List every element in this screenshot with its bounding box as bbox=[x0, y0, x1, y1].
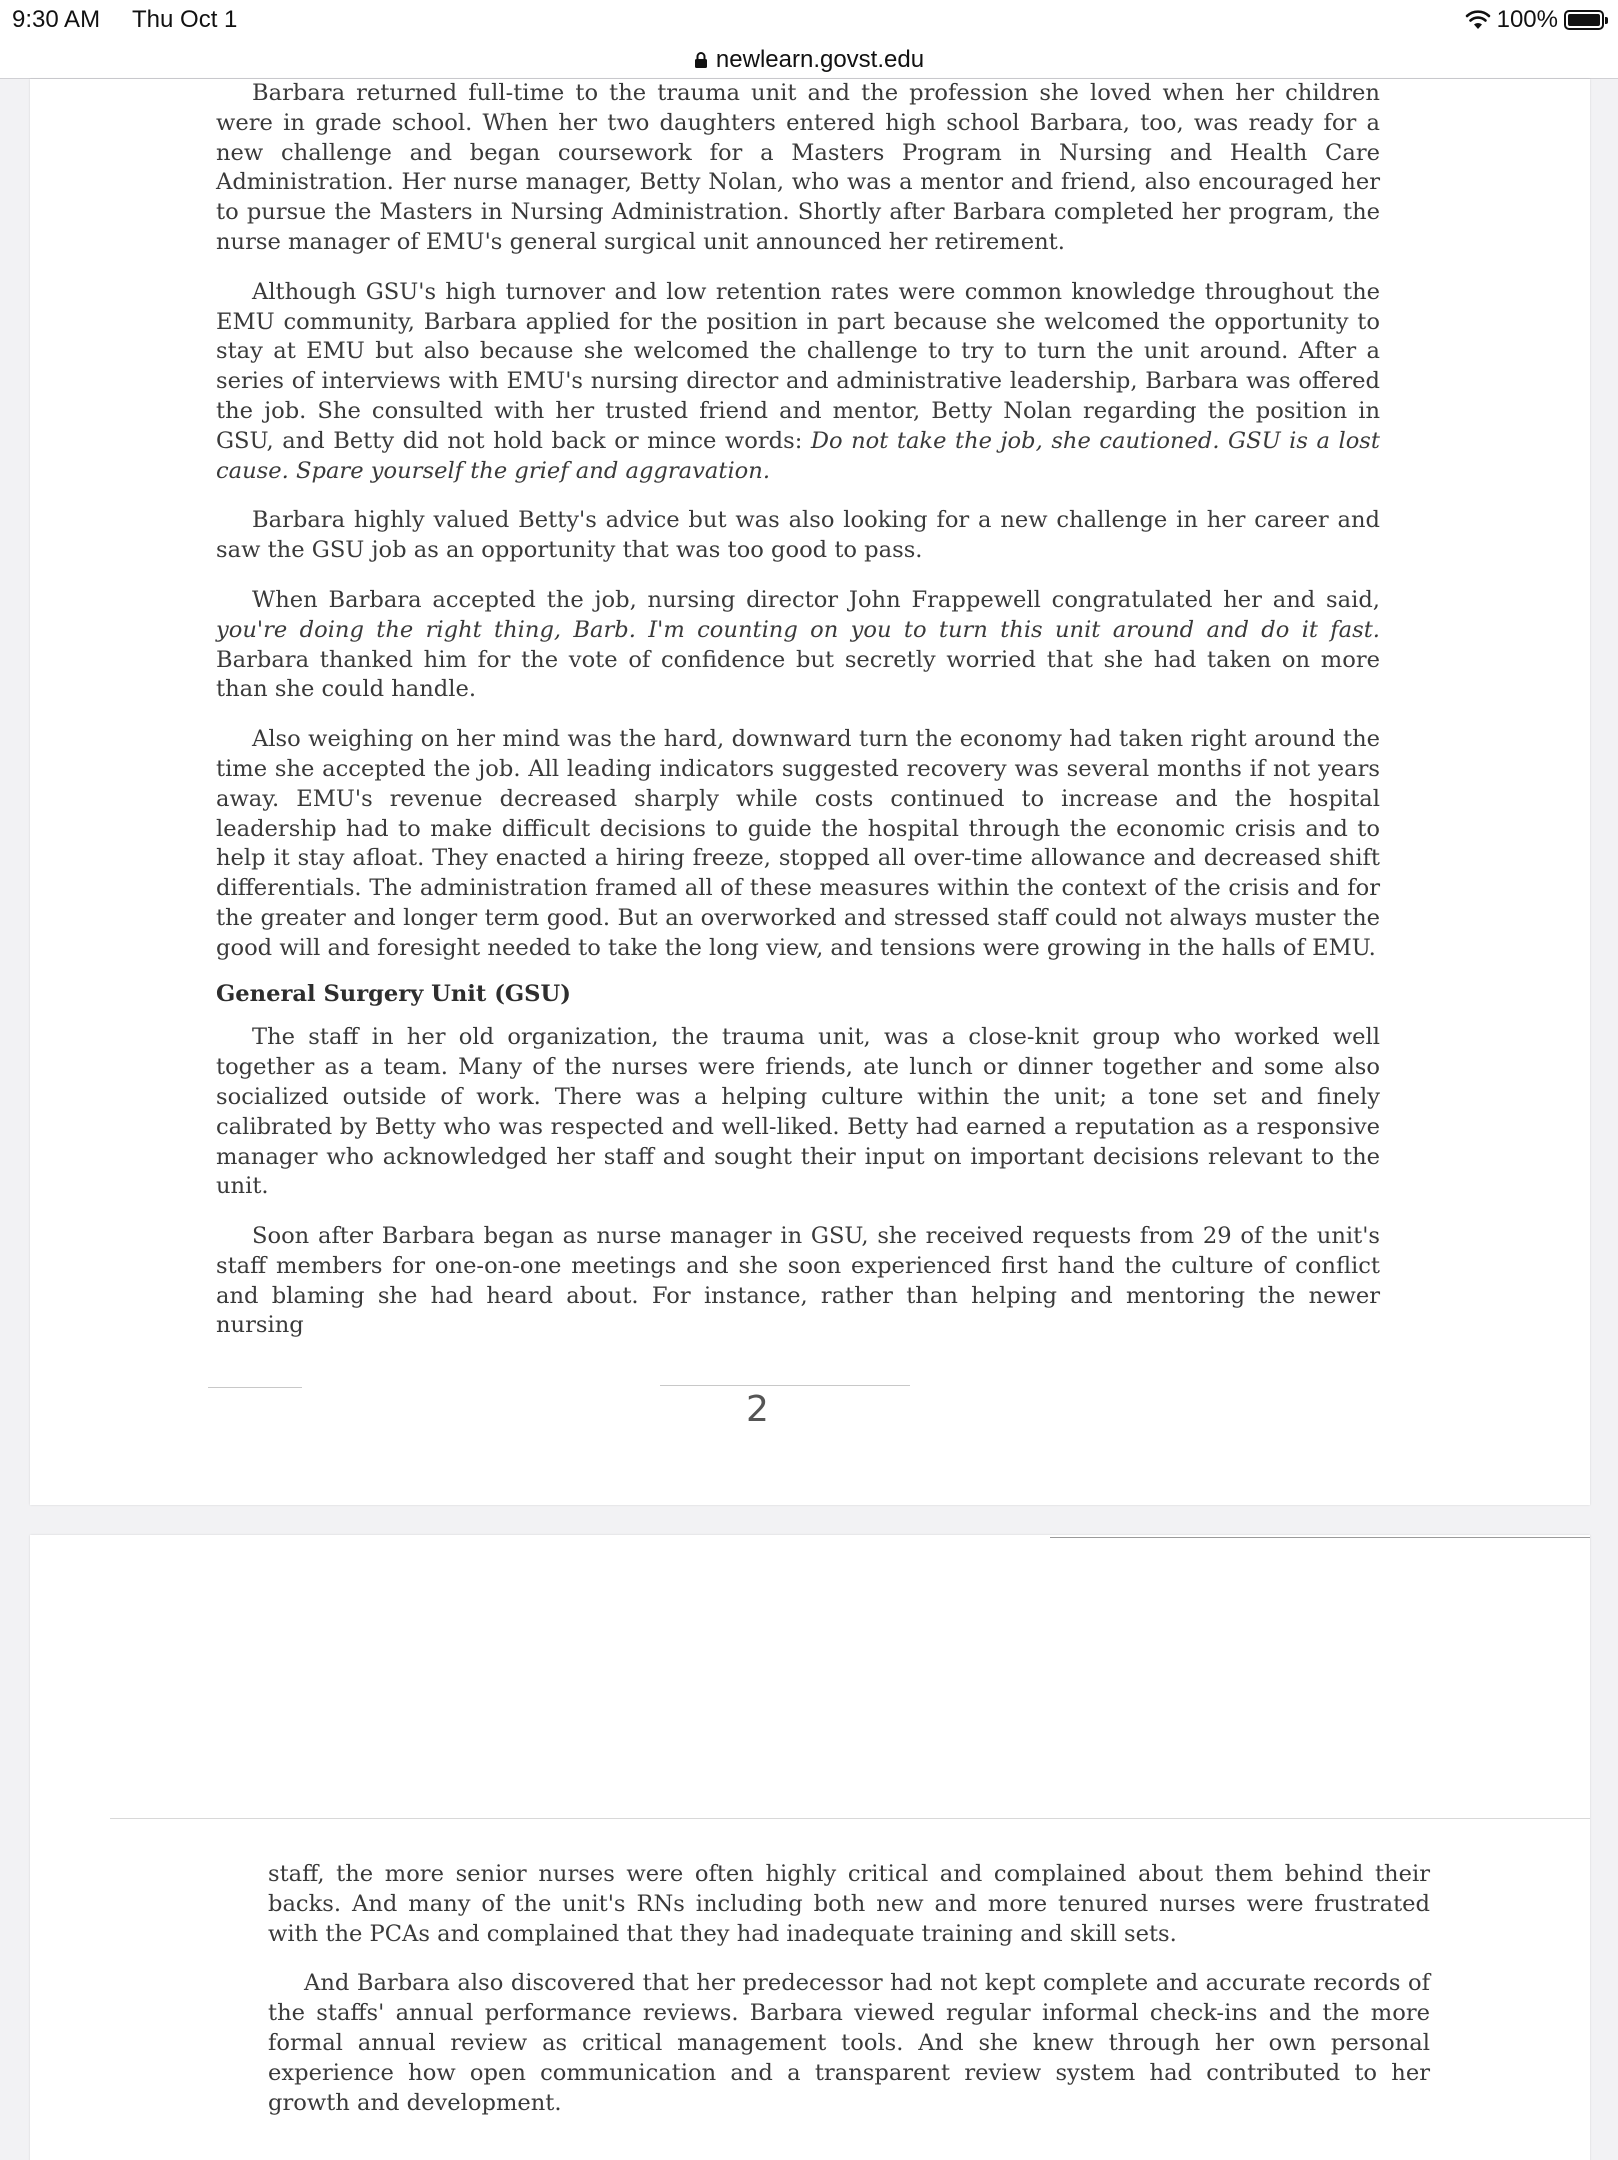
status-time: 9:30 AM bbox=[12, 6, 101, 33]
document-page-3 bbox=[30, 1535, 1590, 2160]
address-bar[interactable] bbox=[0, 42, 1618, 79]
battery-level bbox=[1568, 14, 1600, 26]
paragraph: Barbara highly valued Betty's advice but was also looking for a new challenge in her career and saw the GSU job as an opportunity that was too good to pass. bbox=[216, 507, 1380, 564]
page-text bbox=[216, 79, 1380, 1361]
paragraph bbox=[216, 278, 1380, 487]
quote-text: you're doing the right thing, Barb. I'm counting on you to turn this unit around and do it fast. bbox=[216, 616, 1380, 643]
document-page-2 bbox=[30, 79, 1590, 1505]
paragraph: And Barbara also discovered that her predecessor had not kept complete and accurate records of the staffs' annual performance reviews. Barbara viewed regular informal check-ins and the more formal annual review as critical management tools. And she knew through her own personal experience how open communication and a transparent review system had contributed to her growth and development. bbox=[268, 1970, 1430, 2116]
footer-rule bbox=[660, 1385, 910, 1386]
status-bar bbox=[0, 0, 1618, 42]
paragraph: Also weighing on her mind was the hard, downward turn the economy had taken right around the time she accepted the job. All leading indicators suggested recovery was several months if not years away. EMU's revenue decreased sharply while costs continued to increase and the hospital leadership had to make difficult decisions to guide the hospital through the economic crisis and to help it stay afloat. They enacted a hiring freeze, stopped all over-time allowance and decreased shift differentials. The administration framed all of these measures within the context of the crisis and for the greater and longer term good. But an overworked and stressed staff could not always muster the good will and foresight needed to take the long view, and tensions were growing in the halls of EMU. bbox=[216, 726, 1380, 961]
paragraph: Soon after Barbara began as nurse manager in GSU, she received requests from 29 of the unit's staff members for one-on-one meetings and she soon experienced first hand the culture of conflict and blaming she had heard about. For instance, rather than helping and mentoring the newer nursing bbox=[216, 1223, 1380, 1339]
lock-icon bbox=[694, 51, 708, 69]
scan-edge-rule bbox=[110, 1818, 1590, 1819]
paragraph-text: Barbara thanked him for the vote of confidence but secretly worried that she had taken on more than she could handle. bbox=[216, 646, 1380, 703]
status-indicators bbox=[1465, 6, 1604, 34]
page-text bbox=[268, 1860, 1430, 2138]
status-date: Thu Oct 1 bbox=[132, 6, 238, 33]
paragraph: Barbara returned full-time to the trauma unit and the profession she loved when her children were in grade school. When her two daughters entered high school Barbara, too, was ready for a new challenge and began coursework for a Masters Program in Nursing and Health Care Administration. Her nurse manager, Betty Nolan, who was a mentor and friend, also encouraged her to pursue the Masters in Nursing Administration. Shortly after Barbara completed her program, the nurse manager of EMU's general surgical unit announced her retirement. bbox=[216, 80, 1380, 255]
section-heading: General Surgery Unit (GSU) bbox=[216, 980, 571, 1007]
footer-rule bbox=[208, 1387, 302, 1388]
paragraph-text: Although GSU's high turnover and low retention rates were common knowledge throughout the EMU community, Barbara applied for the position in part because she welcomed the opportunity to stay at EMU but also because she welcomed the challenge to try to turn the unit around. After a series of interviews with EMU's nursing director and administrative leadership, Barbara was offered the job. She consulted with her trusted friend and mentor, Betty Nolan regarding the position in GSU, and Betty did not hold back or mince words: bbox=[216, 278, 1380, 454]
wifi-icon bbox=[1465, 9, 1491, 31]
battery-percent: 100% bbox=[1496, 6, 1558, 33]
quote-text: Do not take the job, she cautioned. GSU is a lost cause. Spare yourself the grief and aggravation. bbox=[216, 427, 1380, 484]
scan-edge-rule bbox=[1050, 1537, 1590, 1538]
paragraph: staff, the more senior nurses were often highly critical and complained about them behind their backs. And many of the unit's RNs including both new and more tenured nurses were frustrated with the PCAs and complained that they had inadequate training and skill sets. bbox=[268, 1861, 1430, 1947]
paragraph-text: When Barbara accepted the job, nursing director John Frappewell congratulated her and said, bbox=[252, 586, 1380, 613]
paragraph: The staff in her old organization, the trauma unit, was a close-knit group who worked well together as a team. Many of the nurses were friends, ate lunch or dinner together and some also socialized outside of work. There was a helping culture within the unit; a tone set and finely calibrated by Betty who was respected and well-liked. Betty had earned a reputation as a responsive manager who acknowledged her staff and sought their input on important decisions relevant to the unit. bbox=[216, 1024, 1380, 1200]
battery-icon bbox=[1564, 10, 1604, 30]
page-number: 2 bbox=[746, 1389, 769, 1430]
url-text[interactable]: newlearn.govst.edu bbox=[715, 46, 925, 73]
paragraph bbox=[216, 586, 1380, 705]
